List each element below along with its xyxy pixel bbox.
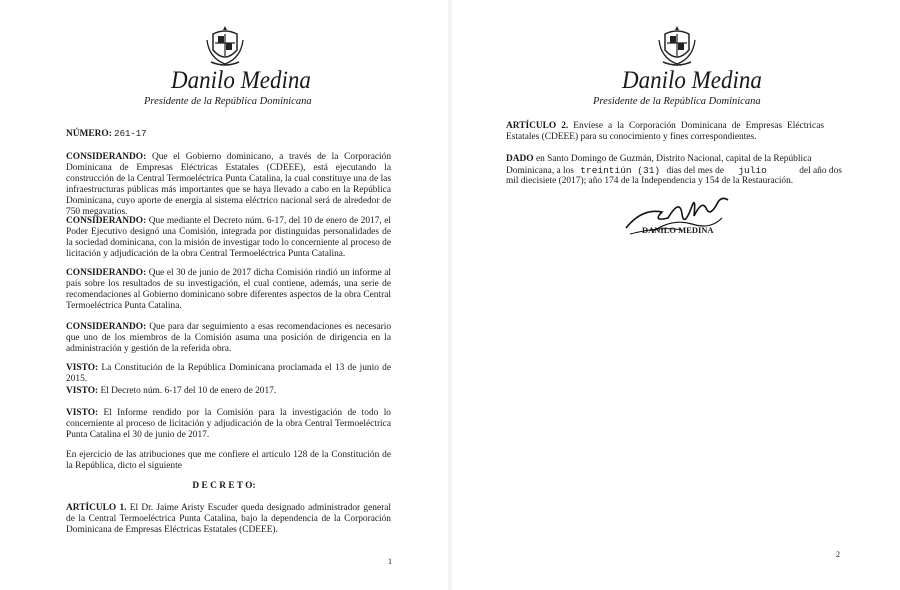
paragraph-text: Que para dar seguimiento a esas recomendaciones es necesario que uno de los miembros de la Comisión asuma una posición de dirigencia en la administración y gestión de la referida obra. xyxy=(66,322,392,354)
articulo-text: Envíese a la Corporación Dominicana de Empresas Eléctricas Estatales (CDEEE) para su conocimiento y fines correspondientes. xyxy=(506,121,825,142)
paragraph-considerando-1 xyxy=(66,152,391,218)
paragraph-label: CONSIDERANDO: xyxy=(66,152,147,162)
paragraph-text: Que mediante el Decreto núm. 6-17, del 10 de enero de 2017, el Poder Ejecutivo designó una Comisión, integrada por distinguidas personalidades de la sociedad dominicana, con la misión de investigar todo lo concerniente al proceso de licitación y adjudicación de la obra Central Termoeléctrica Punta Catalina. xyxy=(66,216,392,259)
dado-line-1 xyxy=(506,154,811,164)
numero-label: NÚMERO: xyxy=(66,129,112,139)
dado-text: Dominicana, a los xyxy=(506,166,574,176)
letterhead-name: Danilo Medina xyxy=(171,67,311,94)
decree-number xyxy=(66,129,147,139)
letterhead-title: Presidente de la República Dominicana xyxy=(593,96,761,107)
paragraph-label: CONSIDERANDO: xyxy=(66,268,147,278)
paragraph-text: Que el Gobierno dominicano, a través de la Corporación Dominicana de Empresas Eléctricas Estatales (CDEEE), está ejecutando la construcción de la Central Termoeléctrica Punta Catalina, la cual constituye una de las infraestructuras públicas más importantes que se haya llevado a cabo en la República Dominicana, cuyo aporte de energía al sistema eléctrico nacional será de alrededor de 750 megavatios. xyxy=(66,152,392,217)
letterhead-name: Danilo Medina xyxy=(622,67,762,94)
document-page-1 xyxy=(0,0,448,590)
numero-value: 261-17 xyxy=(114,129,147,139)
page-number: 2 xyxy=(836,550,840,559)
page-number: 1 xyxy=(388,557,392,566)
dado-label: DADO xyxy=(506,154,534,164)
dado-line-2 xyxy=(506,165,842,176)
articulo-text: El Dr. Jaime Aristy Escuder queda designado administrador general de la Central Termoeléctrica Punta Catalina, bajo la dependencia de la Corporación Dominicana de Empresas Eléctricas Estatales (CDEEE). xyxy=(66,503,392,535)
dado-text: días del mes de xyxy=(666,166,725,176)
paragraph-visto-2 xyxy=(66,386,391,397)
dado-text: en Santo Domingo de Guzmán, Distrito Nacional, capital de la República xyxy=(535,154,812,164)
decreto-heading: D E C R E T O: xyxy=(192,481,256,491)
paragraph-label: CONSIDERANDO: xyxy=(66,216,147,226)
dado-line-3: mil diecisiete (2017); año 174 de la Independencia y 154 de la Restauración. xyxy=(506,176,794,186)
paragraph-label: VISTO: xyxy=(66,363,99,373)
paragraph-text: El Decreto núm. 6-17 del 10 de enero de 2017. xyxy=(100,386,277,396)
paragraph-considerando-4 xyxy=(66,322,391,355)
articulo-label: ARTÍCULO 1. xyxy=(66,503,127,513)
coat-of-arms-icon xyxy=(657,24,697,68)
paragraph-text: El Informe rendido por la Comisión para la investigación de todo lo concerniente al proceso de licitación y adjudicación de la obra Central Termoeléctrica Punta Catalina el 30 de junio de 2017. xyxy=(66,408,391,440)
paragraph-text: Que el 30 de junio de 2017 dicha Comisión rindió un informe al país sobre los resultados de su investigación, el cual contiene, además, una serie de recomendaciones al Gobierno dominicano sobre diferentes aspectos de la obra Central Termoeléctrica Punta Catalina. xyxy=(66,268,392,311)
coat-of-arms-icon xyxy=(205,24,245,68)
dado-month: julio xyxy=(738,165,767,176)
paragraph-label: CONSIDERANDO: xyxy=(66,322,147,332)
paragraph-considerando-2 xyxy=(66,216,391,260)
paragraph-label: VISTO: xyxy=(66,386,99,396)
paragraph-visto-3 xyxy=(66,408,391,441)
articulo-label: ARTÍCULO 2. xyxy=(506,121,569,131)
paragraph-ejercicio xyxy=(66,450,391,472)
paragraph-text: En ejercicio de las atribuciones que me confiere el artículo 128 de la Constitución de la República, dicto el siguiente xyxy=(66,450,391,471)
dado-day: treintiún (31) xyxy=(580,165,661,176)
paragraph-visto-1 xyxy=(66,363,391,385)
dado-text: del año dos xyxy=(799,166,842,176)
document-page-2 xyxy=(452,0,900,590)
letterhead-title: Presidente de la República Dominicana xyxy=(144,96,312,107)
paragraph-label: VISTO: xyxy=(66,408,99,418)
paragraph-text: La Constitución de la República Dominicana proclamada el 13 de junio de 2015. xyxy=(66,363,391,384)
articulo-2 xyxy=(506,121,824,143)
signer-name: DANILO MEDINA xyxy=(642,225,714,235)
paragraph-considerando-3 xyxy=(66,268,391,312)
articulo-1 xyxy=(66,503,391,536)
